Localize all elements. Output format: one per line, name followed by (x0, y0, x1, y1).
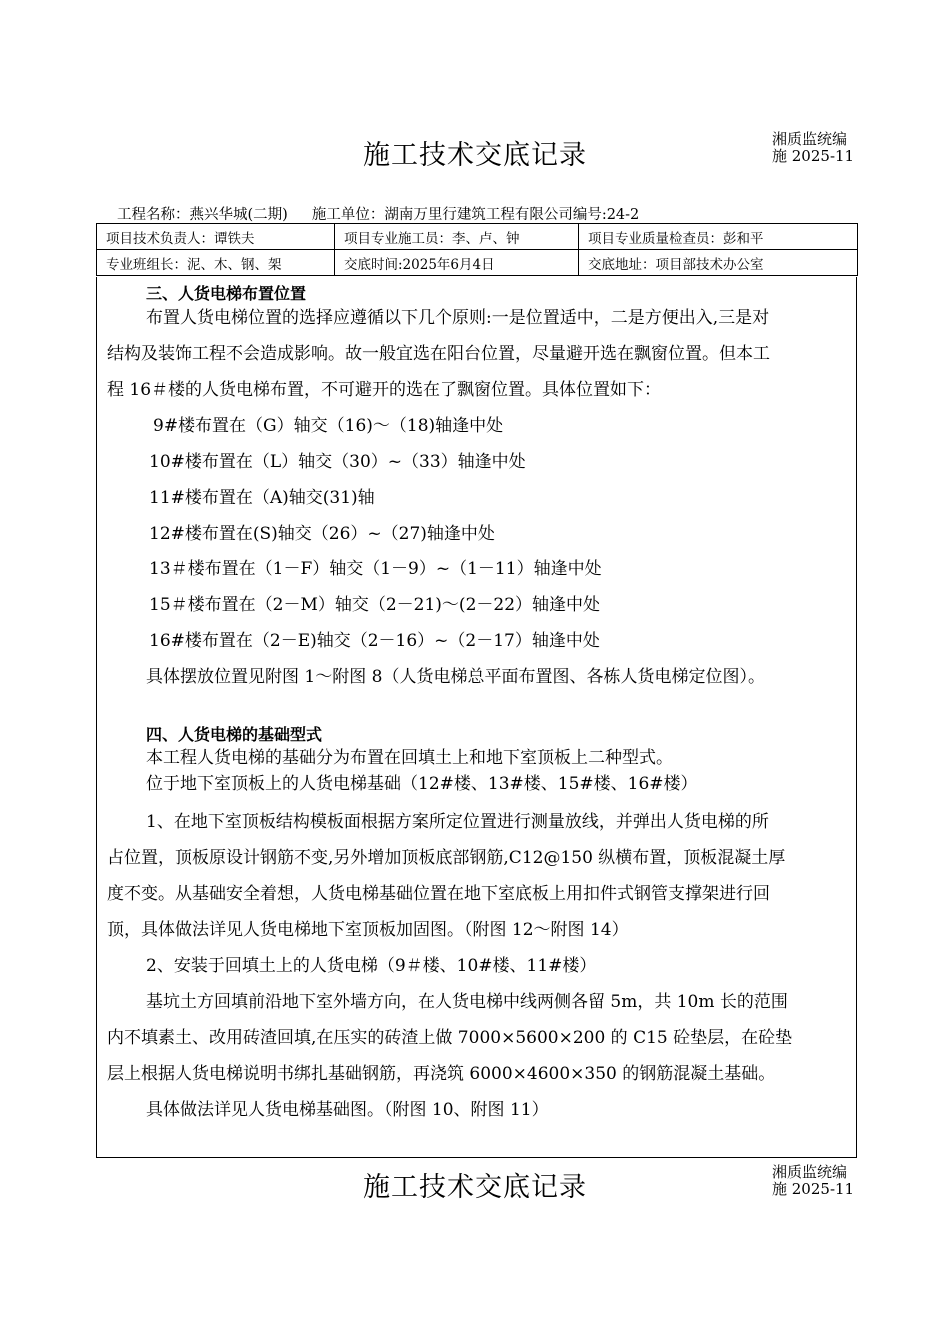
position-item: 9#楼布置在（G）轴交（16)～（18)轴逢中处 (153, 416, 504, 436)
table-row (97, 250, 858, 276)
position-item: 15＃楼布置在（2－M）轴交（2－21)～(2－22）轴逢中处 (149, 595, 601, 615)
construction-unit: 施工单位：湖南万里行建筑工程有限公司编号:24-2 (311, 207, 640, 223)
item-2-line: 基坑土方回填前沿地下室外墙方向，在人货电梯中线两侧各留 5m，共 10m 长的范围 (146, 992, 788, 1012)
form-code-line1: 湘质监统编 (772, 1163, 848, 1181)
position-item: 16#楼布置在（2－E)轴交（2－16）~（2－17）轴逢中处 (149, 631, 600, 651)
content-box (96, 277, 857, 1158)
item-2-line: 内不填素土、改用砖渣回填,在压实的砖渣上做 7000×5600×200 的 C15 砼垫层，在砼垫 (107, 1028, 793, 1048)
next-page-title: 施工技术交底记录 (363, 1172, 587, 1203)
info-table (96, 223, 858, 276)
briefing-time-cell: 交底时间:2025年6月4日 (335, 250, 579, 276)
position-item: 13＃楼布置在（1－F）轴交（1－9）~（1－11）轴逢中处 (149, 559, 602, 579)
quality-inspector-cell: 项目专业质量检查员：彭和平 (579, 224, 858, 250)
item-1-line: 1、在地下室顶板结构模板面根据方案所定位置进行测量放线，并弹出人货电梯的所 (146, 812, 769, 832)
table-row (97, 224, 858, 250)
next-page-form-code (772, 1164, 854, 1198)
paragraph-line: 结构及装饰工程不会造成影响。故一般宜选在阳台位置，尽量避开选在飘窗位置。但本工 (107, 344, 770, 364)
item-2-reference: 具体做法详见人货电梯基础图。（附图 10、附图 11） (146, 1100, 549, 1120)
section-3-heading: 三、人货电梯布置位置 (146, 284, 307, 303)
page-title: 施工技术交底记录 (363, 140, 587, 171)
item-1-line: 顶，具体做法详见人货电梯地下室顶板加固图。（附图 12～附图 14） (107, 920, 629, 940)
section-4-intro: 本工程人货电梯的基础分为布置在回填土上和地下室顶板上二种型式。 (146, 748, 673, 768)
item-1-line: 度不变。从基础安全着想，人货电梯基础位置在地下室底板上用扣件式钢管支撑架进行回 (107, 884, 770, 904)
position-item: 11#楼布置在（A)轴交(31)轴 (149, 488, 375, 508)
tech-lead-cell: 项目技术负责人：谭铁夫 (97, 224, 335, 250)
form-code-line2: 施 2025-11 (772, 147, 855, 165)
form-code-line1: 湘质监统编 (772, 130, 848, 148)
position-item: 12#楼布置在(S)轴交（26）~（27)轴逢中处 (149, 524, 495, 544)
item-1-line: 占位置，顶板原设计钢筋不变,另外增加顶板底部钢筋,C12@150 纵横布置，顶板混凝土厚 (107, 848, 786, 868)
section-4-heading: 四、人货电梯的基础型式 (146, 725, 323, 744)
position-item: 10#楼布置在（L）轴交（30）~（33）轴逢中处 (149, 452, 526, 472)
briefing-location-cell: 交底地址：项目部技术办公室 (579, 250, 858, 276)
site-worker-cell: 项目专业施工员：李、卢、钟 (335, 224, 579, 250)
project-name: 工程名称：燕兴华城(二期) (117, 207, 288, 223)
form-code (772, 131, 854, 165)
project-line (117, 203, 639, 224)
section-4-intro: 位于地下室顶板上的人货电梯基础（12#楼、13#楼、15#楼、16#楼） (146, 774, 698, 794)
paragraph-line: 程 16＃楼的人货电梯布置，不可避开的选在了飘窗位置。具体位置如下： (107, 380, 662, 400)
item-2-line: 层上根据人货电梯说明书绑扎基础钢筋，再浇筑 6000×4600×350 的钢筋混凝土基础。 (107, 1064, 776, 1084)
figure-reference: 具体摆放位置见附图 1～附图 8（人货电梯总平面布置图、各栋人货电梯定位图）。 (146, 667, 765, 687)
team-leader-cell: 专业班组长：泥、木、钢、架 (97, 250, 335, 276)
paragraph-line: 布置人货电梯位置的选择应遵循以下几个原则:一是位置适中，二是方便出入,三是对 (146, 308, 770, 328)
item-2-heading: 2、安装于回填土上的人货电梯（9＃楼、10#楼、11#楼） (146, 956, 597, 976)
form-code-line2: 施 2025-11 (772, 1180, 855, 1198)
